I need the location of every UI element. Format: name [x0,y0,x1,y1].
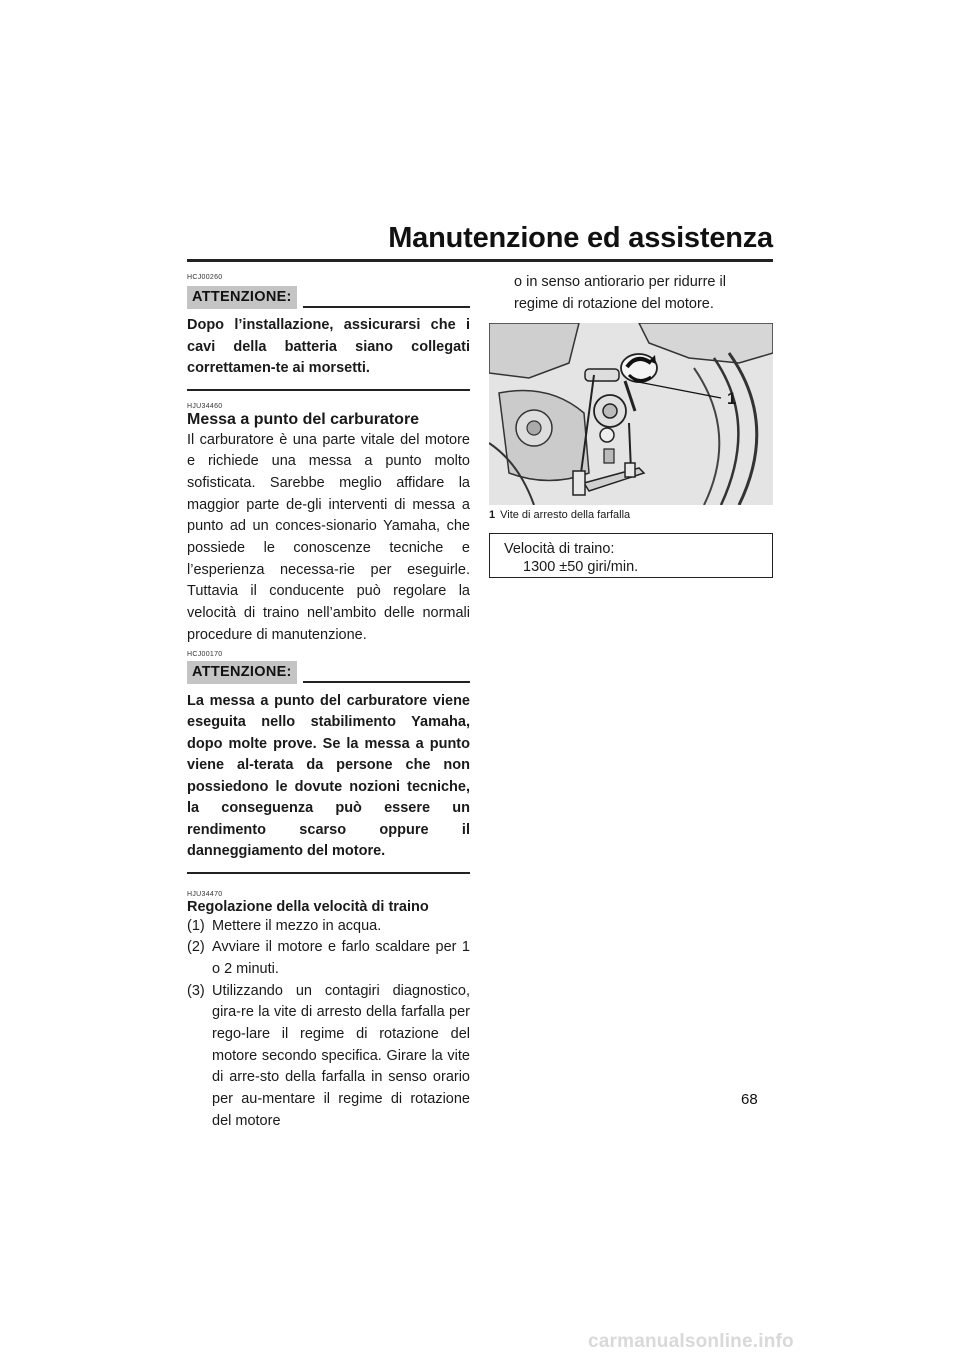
step-text: Avviare il motore e farlo scaldare per 1 o 2 minuti. [212,939,470,977]
reference-code: HJU34460 [187,402,223,410]
figure-caption [489,509,773,521]
procedure-step [187,916,470,938]
watermark: carmanualsonline.info [588,1331,794,1352]
attention-label: ATTENZIONE: [187,286,297,309]
attention-text: Dopo l’installazione, assicurarsi che i cavi della batteria siano collegati correttamen-te ai morsetti. [187,317,470,376]
step-text: Mettere il mezzo in acqua. [212,917,382,934]
attention-header [187,283,470,309]
spec-label: Velocità di traino: [504,541,615,557]
section-title: Messa a punto del carburatore [187,410,420,428]
attention-text: La messa a punto del carburatore viene eseguita nello stabilimento Yamaha, dopo molte prove. Se la messa a punto viene al-terata da persone che non possiedono le dovute nozioni tecniche, la conseguenza può essere un rendimento scarso oppure il danneggiamento del motore. [187,692,470,860]
subsection-title: Regolazione della velocità di traino [187,898,429,915]
caption-text: Vite di arresto della farfalla [500,509,631,521]
step-text: Utilizzando un contagiri diagnostico, gira-re la vite di arresto della farfalla per rego-lare il regime di rotazione del motore secondo specifica. Girare la vite di arre-sto della farfalla in senso orario per au-mentare il regime di rotazione del motore [212,982,470,1129]
spec-value: 1300 ±50 giri/min. [523,559,639,575]
carburetor-illustration [489,323,773,505]
right-column [489,272,773,578]
reference-code: HCJ00170 [187,650,223,658]
attention-end-rule [187,389,470,391]
step-number: (2) [187,939,205,956]
header-rule [187,259,773,262]
section-paragraph: Il carburatore è una parte vitale del motore e richiede una messa a punto molto sofisticata. Sarebbe meglio affidare la maggior parte de-gli interventi di messa a punto ad un conces-sionario Yamaha, che possiede le conoscenze tecniche e l’esperienza necessa-rie per eseguirle. Tuttavia il conducente può regolare la velocità di traino nell’ambito delle normali procedure di manutenzione. [187,431,470,643]
attention-end-rule [187,872,470,874]
step-number: (1) [187,917,205,934]
procedure-step [187,981,470,1133]
page-title: Manutenzione ed assistenza [388,222,773,254]
procedure-step [187,937,470,980]
reference-code: HCJ00260 [187,274,223,281]
carburetor-figure [489,323,773,505]
continued-text: o in senso antiorario per ridurre il regime di rotazione del motore. [514,274,726,312]
attention-label: ATTENZIONE: [187,661,297,684]
figure-callout: 1 [727,389,737,408]
reference-code: HJU34470 [187,890,223,898]
caption-number: 1 [489,509,496,521]
attention-rule [303,681,470,683]
page-number: 68 [741,1091,758,1108]
specification-box [489,533,773,578]
procedure-steps [187,916,470,1133]
attention-header [187,660,470,684]
attention-rule [303,306,470,308]
step-number: (3) [187,982,205,999]
left-column [187,272,470,1133]
